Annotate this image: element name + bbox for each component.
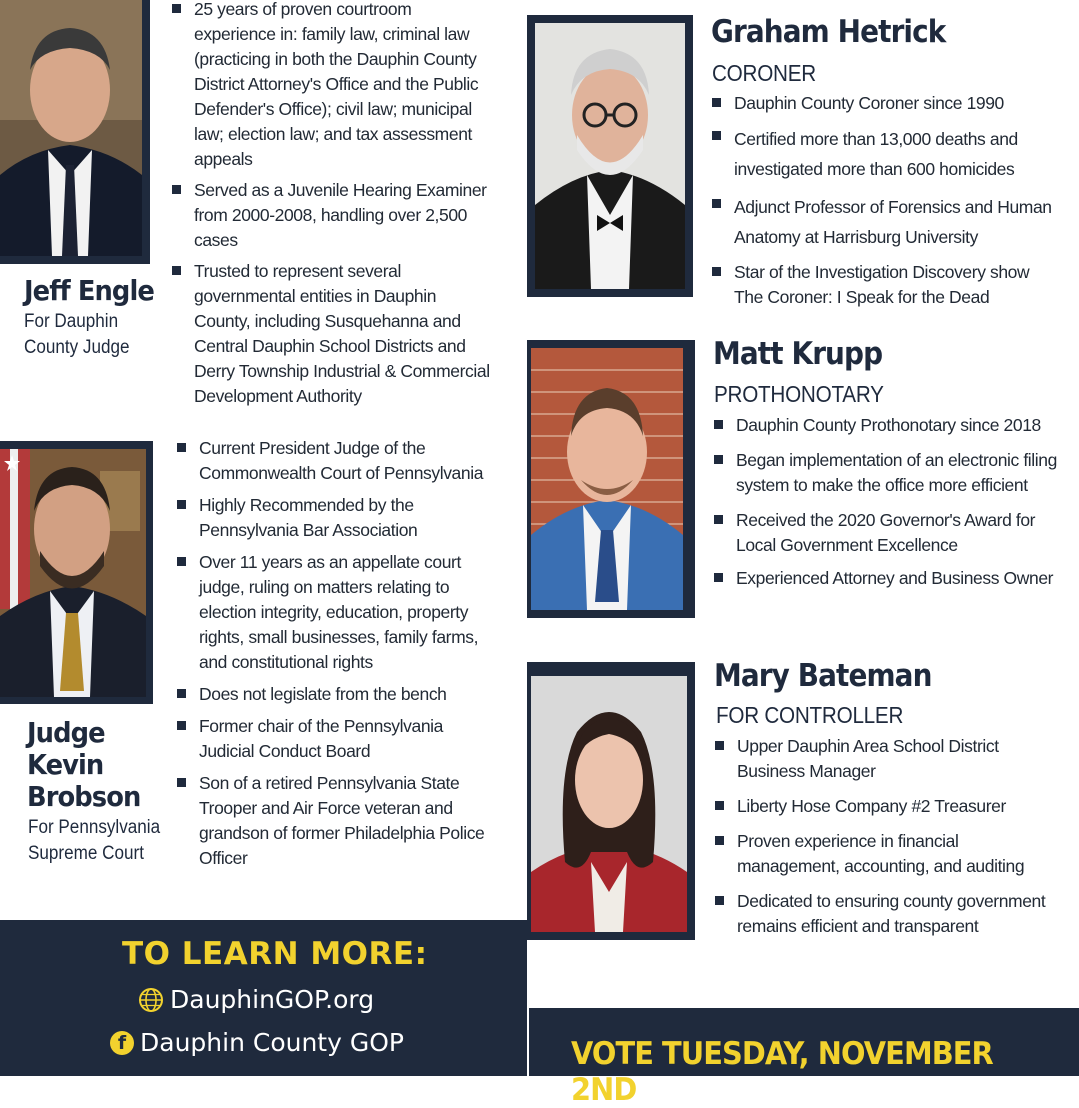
facebook-line[interactable] xyxy=(110,1028,404,1057)
list-item: Certified more than 13,000 deaths and investigated more than 600 homicides xyxy=(712,124,1057,184)
matt-krupp-name: Matt Krupp xyxy=(713,336,883,372)
kevin-brobson-name xyxy=(27,717,140,813)
kevin-brobson-office xyxy=(28,815,160,867)
matt-krupp-office: PROTHONOTARY xyxy=(714,381,884,407)
name-line: Judge xyxy=(27,716,105,749)
matt-krupp-photo xyxy=(527,340,695,618)
list-item: 25 years of proven courtroom experience in: family law, criminal law (practicing in both the Dauphin County District Attorney's Office and the Public Defender's Office); civil law; municipal law; election law; and tax assessment appeals xyxy=(172,0,492,172)
learn-more-heading: TO LEARN MORE: xyxy=(122,936,428,972)
website-line[interactable] xyxy=(138,985,374,1014)
kevin-brobson-bullets xyxy=(177,436,499,871)
list-item: Over 11 years as an appellate court judge, ruling on matters relating to election integrity, education, property rights, small businesses, family farms, and constitutional rights xyxy=(177,550,499,675)
name-line: Brobson xyxy=(27,780,141,813)
jeff-engle-bullets xyxy=(172,0,492,409)
facebook-link[interactable]: Dauphin County GOP xyxy=(140,1028,404,1057)
list-item: Liberty Hose Company #2 Treasurer xyxy=(715,794,1060,819)
matt-krupp-bullets xyxy=(714,413,1059,591)
list-item: Dauphin County Prothonotary since 2018 xyxy=(714,413,1059,438)
list-item: Highly Recommended by the Pennsylvania Bar Association xyxy=(177,493,499,543)
list-item: Served as a Juvenile Hearing Examiner from 2000-2008, handling over 2,500 cases xyxy=(172,178,492,253)
vote-date: VOTE TUESDAY, NOVEMBER 2ND xyxy=(571,1036,993,1108)
name-line: Kevin xyxy=(27,748,104,781)
mary-bateman-name: Mary Bateman xyxy=(714,658,932,694)
list-item: Began implementation of an electronic filing system to make the office more efficient xyxy=(714,448,1059,498)
list-item: Received the 2020 Governor's Award for Local Government Excellence xyxy=(714,508,1059,558)
jeff-engle-photo xyxy=(0,0,150,264)
list-item: Star of the Investigation Discovery show The Coroner: I Speak for the Dead xyxy=(712,260,1057,310)
list-item: Trusted to represent several governmental entities in Dauphin County, including Susquehanna and Central Dauphin School Districts and Derry Township Industrial & Commercial Development Authority xyxy=(172,259,492,409)
graham-hetrick-office: CORONER xyxy=(712,60,816,86)
graham-hetrick-bullets xyxy=(712,91,1057,310)
kevin-brobson-photo xyxy=(0,441,153,704)
facebook-icon: f xyxy=(110,1031,134,1055)
jeff-engle-name: Jeff Engle xyxy=(24,274,154,307)
list-item: Upper Dauphin Area School District Business Manager xyxy=(715,734,1060,784)
office-line: For Pennsylvania xyxy=(28,817,161,838)
list-item: Dauphin County Coroner since 1990 xyxy=(712,91,1057,116)
office-line: County Judge xyxy=(24,337,130,358)
list-item: Former chair of the Pennsylvania Judicial Conduct Board xyxy=(177,714,499,764)
office-line: For Dauphin xyxy=(24,311,119,332)
globe-icon xyxy=(138,987,164,1013)
office-line: Supreme Court xyxy=(28,843,144,864)
jeff-engle-office xyxy=(24,309,130,361)
mary-bateman-office: FOR CONTROLLER xyxy=(716,702,904,728)
website-link[interactable]: DauphinGOP.org xyxy=(170,985,375,1014)
mary-bateman-bullets xyxy=(715,734,1060,939)
list-item: Does not legislate from the bench xyxy=(177,682,499,707)
list-item: Experienced Attorney and Business Owner xyxy=(714,566,1059,591)
graham-hetrick-photo xyxy=(527,15,693,297)
list-item: Son of a retired Pennsylvania State Trooper and Air Force veteran and grandson of former Philadelphia Police Officer xyxy=(177,771,499,871)
mary-bateman-photo xyxy=(527,662,695,940)
list-item: Adjunct Professor of Forensics and Human Anatomy at Harrisburg University xyxy=(712,192,1057,252)
list-item: Dedicated to ensuring county government remains efficient and transparent xyxy=(715,889,1060,939)
graham-hetrick-name: Graham Hetrick xyxy=(711,14,946,50)
list-item: Current President Judge of the Commonwealth Court of Pennsylvania xyxy=(177,436,499,486)
list-item: Proven experience in financial management, accounting, and auditing xyxy=(715,829,1060,879)
